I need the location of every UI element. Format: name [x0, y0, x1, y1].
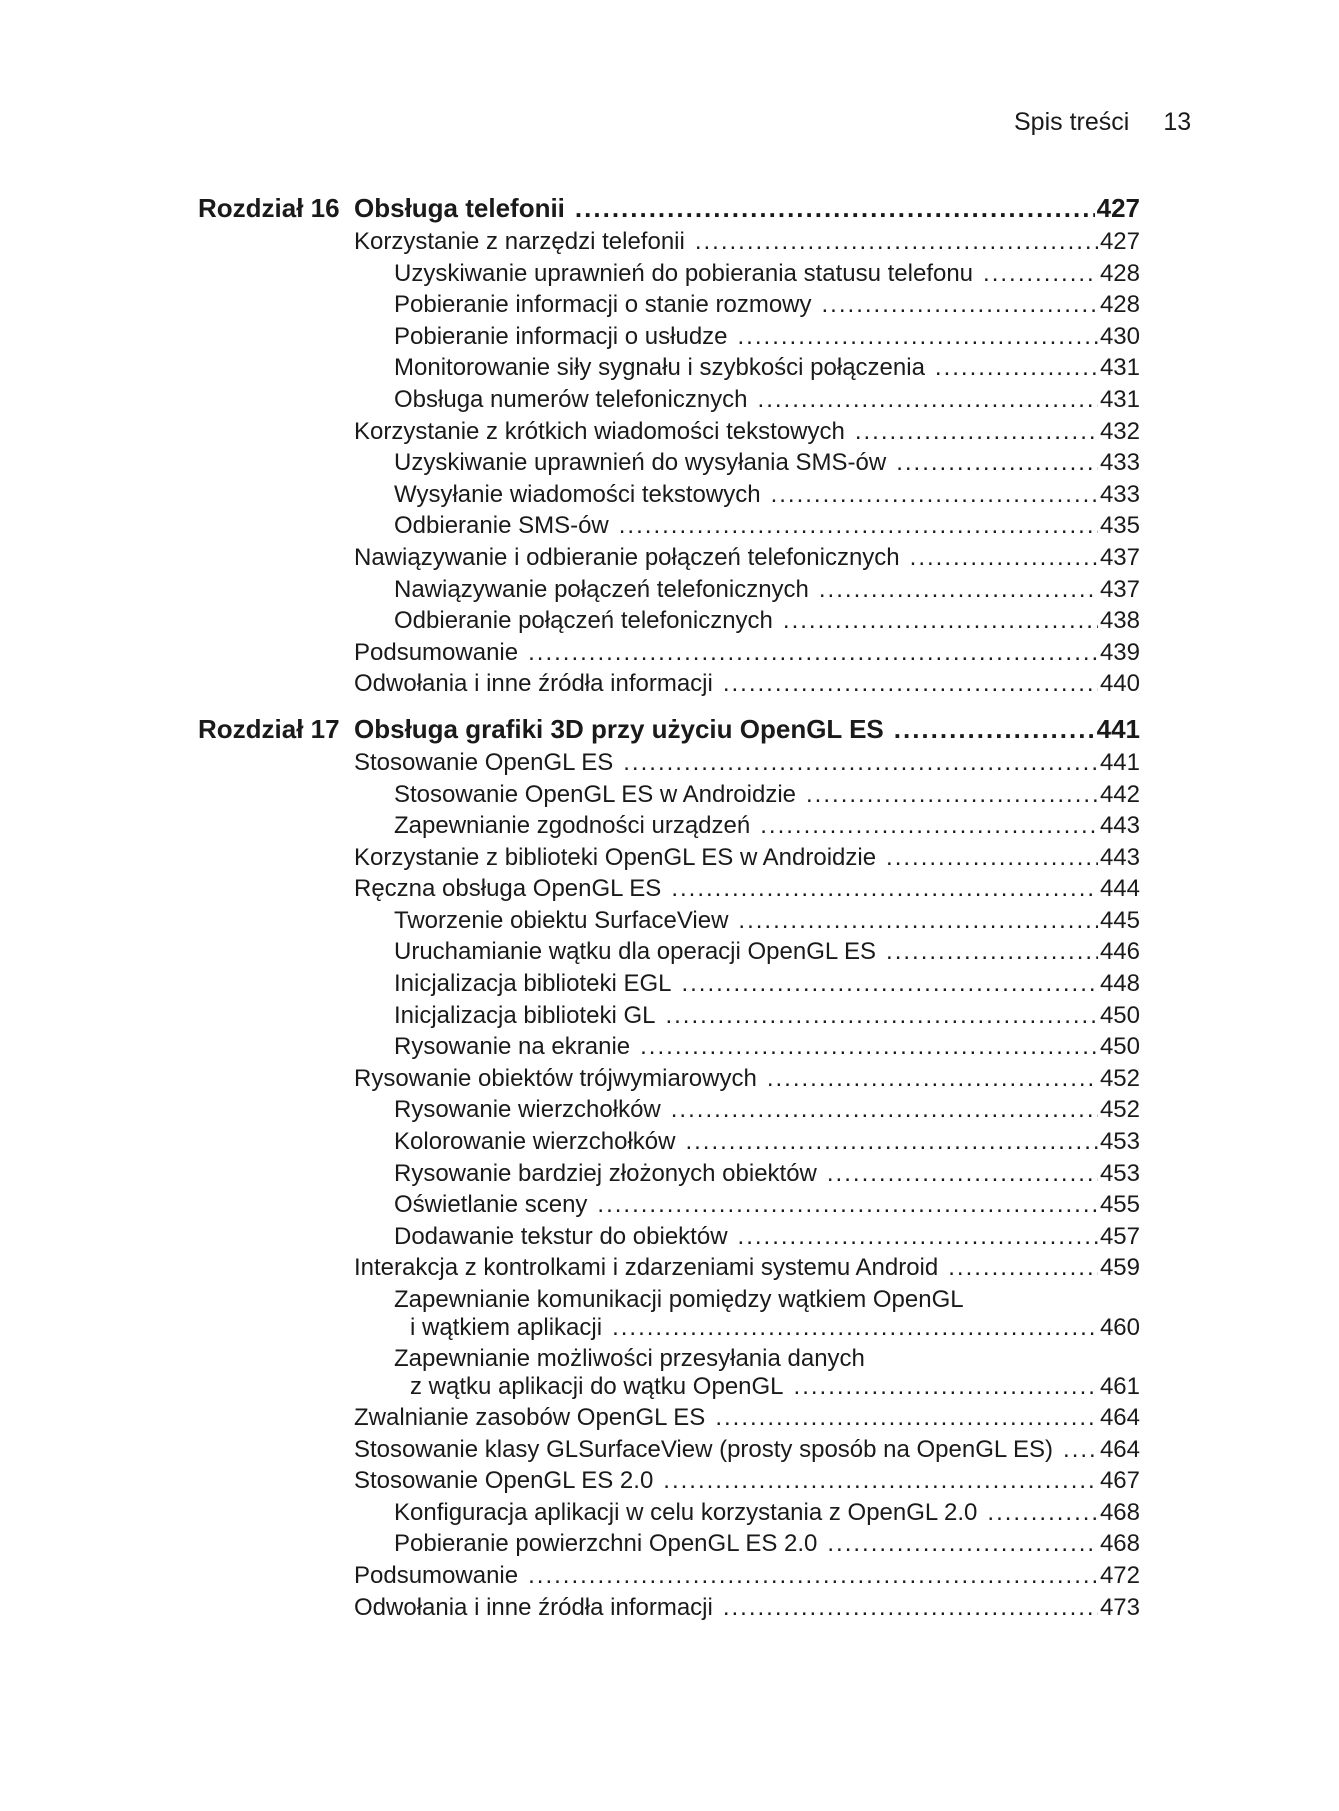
- dot-leader: [987, 1499, 1098, 1527]
- entry-title: Monitorowanie siły sygnału i szybkości połączenia: [394, 354, 925, 382]
- entry-page-number: 459: [1099, 1254, 1140, 1282]
- dot-leader: [663, 1467, 1098, 1495]
- dot-leader: [771, 481, 1098, 509]
- dot-leader: [910, 544, 1098, 572]
- entry-page-number: 448: [1099, 970, 1140, 998]
- toc-subsection-entry[interactable]: [354, 1286, 1140, 1345]
- toc-subsection-entry[interactable]: [354, 1345, 1140, 1404]
- entry-page-number: 455: [1099, 1191, 1140, 1219]
- entry-title: Rysowanie wierzchołków: [394, 1096, 661, 1124]
- toc-subsection-entry[interactable]: [354, 781, 1140, 813]
- running-header-title: Spis treści: [1014, 108, 1130, 136]
- entry-title: Rysowanie bardziej złożonych obiektów: [394, 1159, 817, 1187]
- entry-page-number: 439: [1099, 638, 1140, 666]
- entry-title: Stosowanie klasy GLSurfaceView (prosty sposób na OpenGL ES): [354, 1435, 1054, 1463]
- chapter-page-number: 441: [1096, 713, 1140, 744]
- entry-page-number: 457: [1099, 1222, 1140, 1250]
- entry-title: Nawiązywanie i odbieranie połączeń telefonicznych: [354, 543, 900, 571]
- dot-leader: [827, 1160, 1098, 1188]
- entry-page-number: 433: [1099, 480, 1140, 508]
- toc-subsection-entry[interactable]: [354, 1223, 1140, 1255]
- entry-title: Dodawanie tekstur do obiektów: [394, 1222, 728, 1250]
- entry-page-number: 431: [1099, 354, 1140, 382]
- entry-title: Podsumowanie: [354, 638, 519, 666]
- dot-leader: [738, 1223, 1098, 1251]
- toc-section-entry[interactable]: [354, 1436, 1140, 1468]
- dot-leader: [886, 938, 1098, 966]
- entry-title: Obsługa numerów telefonicznych: [394, 385, 748, 413]
- dot-leader: [760, 812, 1098, 840]
- entry-title: Inicjalizacja biblioteki GL: [394, 1001, 656, 1029]
- entry-page-number: 464: [1099, 1435, 1140, 1463]
- entry-page-number: 453: [1099, 1159, 1140, 1187]
- toc-section-entry[interactable]: [354, 1404, 1140, 1436]
- entry-page-number: 453: [1099, 1128, 1140, 1156]
- toc-chapter: [198, 193, 1140, 702]
- dot-leader: [640, 1033, 1098, 1061]
- entry-title: Pobieranie informacji o stanie rozmowy: [394, 291, 812, 319]
- chapter-title: Obsługa telefonii: [354, 193, 565, 223]
- dot-leader: [783, 607, 1098, 635]
- entry-page-number: 443: [1099, 843, 1140, 871]
- entry-title: Pobieranie informacji o usłudze: [394, 322, 728, 350]
- entry-title: Korzystanie z narzędzi telefonii: [354, 228, 685, 255]
- dot-leader: [894, 714, 1095, 745]
- entry-title: Stosowanie OpenGL ES 2.0: [354, 1467, 654, 1495]
- entry-page-number: 464: [1099, 1404, 1140, 1431]
- toc-section-entry[interactable]: [354, 639, 1140, 671]
- table-of-contents: [198, 193, 1140, 1637]
- toc-chapter: [198, 714, 1140, 1625]
- toc-subsection-entry[interactable]: [354, 1033, 1140, 1065]
- dot-leader: [794, 1373, 1098, 1401]
- toc-subsection-entry[interactable]: [354, 1191, 1140, 1223]
- dot-leader: [827, 1530, 1098, 1558]
- entry-page-number: 430: [1099, 322, 1140, 350]
- entry-title: Oświetlanie sceny: [394, 1191, 588, 1219]
- entry-page-number: 450: [1099, 1001, 1140, 1029]
- toc-subsection-entry[interactable]: [354, 938, 1140, 970]
- entry-title: Uruchamianie wątku dla operacji OpenGL ES: [394, 938, 877, 966]
- dot-leader: [822, 291, 1098, 319]
- entry-page-number: 427: [1099, 228, 1140, 255]
- toc-section-entry[interactable]: [354, 1065, 1140, 1097]
- toc-subsection-entry[interactable]: [354, 260, 1140, 292]
- dot-leader: [623, 749, 1098, 777]
- entry-page-number: 428: [1099, 291, 1140, 319]
- entry-title-continuation: z wątku aplikacji do wątku OpenGL: [410, 1373, 784, 1400]
- entry-title: Korzystanie z krótkich wiadomości tekstowych: [354, 417, 845, 445]
- dot-leader: [528, 1562, 1098, 1590]
- chapter-label: Rozdział 16: [198, 193, 340, 223]
- entry-page-number: 428: [1099, 259, 1140, 287]
- entry-page-number: 452: [1099, 1064, 1140, 1092]
- chapter-label: Rozdział 17: [198, 713, 340, 744]
- entry-page-number: 445: [1099, 906, 1140, 934]
- toc-subsection-entry[interactable]: [354, 291, 1140, 323]
- toc-entry-list: [354, 749, 1140, 1625]
- chapter-title: Obsługa grafiki 3D przy użyciu OpenGL ES: [354, 713, 884, 744]
- toc-subsection-entry[interactable]: [354, 386, 1140, 418]
- entry-title: Nawiązywanie połączeń telefonicznych: [394, 575, 809, 603]
- running-header-page-number: 13: [1163, 108, 1192, 136]
- dot-leader: [738, 323, 1098, 351]
- entry-page-number: 472: [1099, 1561, 1140, 1589]
- toc-subsection-entry[interactable]: [354, 354, 1140, 386]
- entry-page-number: 437: [1099, 543, 1140, 571]
- entry-title: Korzystanie z biblioteki OpenGL ES w Androidzie: [354, 843, 877, 871]
- toc-subsection-entry[interactable]: [354, 1128, 1140, 1160]
- entry-title: Stosowanie OpenGL ES: [354, 748, 614, 776]
- entry-title: Ręczna obsługa OpenGL ES: [354, 875, 662, 903]
- entry-title: Zapewnianie komunikacji pomiędzy wątkiem OpenGL: [394, 1286, 964, 1313]
- dot-leader: [758, 386, 1098, 414]
- toc-subsection-entry[interactable]: [354, 1530, 1140, 1562]
- entry-title: Inicjalizacja biblioteki EGL: [394, 970, 672, 998]
- entry-title: Rysowanie obiektów trójwymiarowych: [354, 1064, 757, 1092]
- entry-page-number: 461: [1099, 1373, 1140, 1400]
- entry-title-continuation: i wątkiem aplikacji: [410, 1314, 603, 1341]
- toc-subsection-entry[interactable]: [354, 1160, 1140, 1192]
- entry-title: Odwołania i inne źródła informacji: [354, 670, 713, 698]
- toc-entry-list: [354, 228, 1140, 702]
- entry-page-number: 460: [1099, 1314, 1140, 1341]
- entry-page-number: 468: [1099, 1498, 1140, 1526]
- entry-title: Tworzenie obiektu SurfaceView: [394, 906, 729, 934]
- toc-section-entry[interactable]: [354, 670, 1140, 702]
- toc-subsection-entry[interactable]: [354, 512, 1140, 544]
- toc-section-entry[interactable]: [354, 1467, 1140, 1499]
- toc-subsection-entry[interactable]: [354, 323, 1140, 355]
- dot-leader: [935, 354, 1098, 382]
- entry-title: Zapewnianie możliwości przesyłania danych: [394, 1345, 865, 1372]
- entry-page-number: 468: [1099, 1530, 1140, 1558]
- dot-leader: [983, 260, 1098, 288]
- entry-page-number: 443: [1099, 812, 1140, 840]
- dot-leader: [819, 576, 1098, 604]
- dot-leader: [528, 639, 1098, 667]
- toc-section-entry[interactable]: [354, 418, 1140, 450]
- entry-title: Pobieranie powierzchni OpenGL ES 2.0: [394, 1530, 818, 1558]
- toc-subsection-entry[interactable]: [354, 907, 1140, 939]
- dot-leader: [715, 1404, 1098, 1432]
- dot-leader: [855, 418, 1098, 446]
- dot-leader: [681, 970, 1097, 998]
- toc-section-entry[interactable]: [354, 228, 1140, 260]
- toc-subsection-entry[interactable]: [354, 607, 1140, 639]
- entry-page-number: 452: [1099, 1096, 1140, 1124]
- entry-title: Rysowanie na ekranie: [394, 1033, 631, 1061]
- toc-section-entry[interactable]: [354, 844, 1140, 876]
- toc-subsection-entry[interactable]: [354, 481, 1140, 513]
- entry-page-number: 450: [1099, 1033, 1140, 1061]
- entry-page-number: 432: [1099, 417, 1140, 445]
- entry-title: Konfiguracja aplikacji w celu korzystania z OpenGL 2.0: [394, 1498, 978, 1526]
- entry-title: Wysyłanie wiadomości tekstowych: [394, 480, 761, 508]
- entry-title: Podsumowanie: [354, 1561, 519, 1589]
- toc-section-entry[interactable]: [354, 1562, 1140, 1594]
- entry-title: Uzyskiwanie uprawnień do pobierania statusu telefonu: [394, 259, 974, 287]
- entry-title: Zwalnianie zasobów OpenGL ES: [354, 1404, 706, 1431]
- toc-section-entry[interactable]: [354, 544, 1140, 576]
- dot-leader: [575, 193, 1095, 224]
- entry-page-number: 473: [1099, 1593, 1140, 1621]
- toc-subsection-entry[interactable]: [354, 449, 1140, 481]
- entry-title: Odwołania i inne źródła informacji: [354, 1593, 713, 1621]
- chapter-page-number: 427: [1096, 193, 1140, 223]
- toc-section-entry[interactable]: [354, 875, 1140, 907]
- dot-leader: [896, 449, 1098, 477]
- entry-page-number: 441: [1099, 748, 1140, 776]
- toc-subsection-entry[interactable]: [354, 970, 1140, 1002]
- dot-leader: [886, 844, 1098, 872]
- running-header: [1014, 108, 1214, 137]
- dot-leader: [767, 1065, 1098, 1093]
- entry-title: Stosowanie OpenGL ES w Androidzie: [394, 780, 797, 808]
- dot-leader: [738, 907, 1098, 935]
- toc-subsection-entry[interactable]: [354, 1096, 1140, 1128]
- dot-leader: [1063, 1436, 1098, 1464]
- entry-page-number: 446: [1099, 938, 1140, 966]
- toc-subsection-entry[interactable]: [354, 1499, 1140, 1531]
- entry-page-number: 433: [1099, 449, 1140, 477]
- toc-section-entry[interactable]: [354, 1594, 1140, 1626]
- dot-leader: [948, 1254, 1098, 1282]
- entry-page-number: 431: [1099, 385, 1140, 413]
- entry-title: Odbieranie połączeń telefonicznych: [394, 607, 773, 635]
- entry-title: Uzyskiwanie uprawnień do wysyłania SMS-ów: [394, 449, 887, 477]
- entry-page-number: 467: [1099, 1467, 1140, 1495]
- dot-leader: [619, 512, 1098, 540]
- toc-subsection-entry[interactable]: [354, 812, 1140, 844]
- entry-title: Interakcja z kontrolkami i zdarzeniami systemu Android: [354, 1254, 939, 1282]
- toc-subsection-entry[interactable]: [354, 1002, 1140, 1034]
- dot-leader: [806, 781, 1098, 809]
- toc-chapter-heading[interactable]: [198, 193, 1140, 228]
- entry-page-number: 442: [1099, 780, 1140, 808]
- dot-leader: [671, 1096, 1098, 1124]
- dot-leader: [671, 875, 1098, 903]
- toc-section-entry[interactable]: [354, 749, 1140, 781]
- entry-page-number: 438: [1099, 607, 1140, 635]
- dot-leader: [665, 1002, 1097, 1030]
- dot-leader: [612, 1314, 1098, 1342]
- dot-leader: [597, 1191, 1098, 1219]
- toc-section-entry[interactable]: [354, 1254, 1140, 1286]
- entry-page-number: 440: [1099, 670, 1140, 698]
- toc-subsection-entry[interactable]: [354, 576, 1140, 608]
- dot-leader: [723, 670, 1098, 698]
- entry-page-number: 435: [1099, 512, 1140, 540]
- dot-leader: [695, 228, 1098, 256]
- dot-leader: [685, 1128, 1097, 1156]
- entry-title: Odbieranie SMS-ów: [394, 512, 609, 540]
- toc-chapter-heading[interactable]: [198, 714, 1140, 749]
- entry-title: Zapewnianie zgodności urządzeń: [394, 812, 751, 840]
- entry-page-number: 444: [1099, 875, 1140, 903]
- entry-title: Kolorowanie wierzchołków: [394, 1128, 676, 1156]
- entry-page-number: 437: [1099, 575, 1140, 603]
- dot-leader: [723, 1594, 1098, 1622]
